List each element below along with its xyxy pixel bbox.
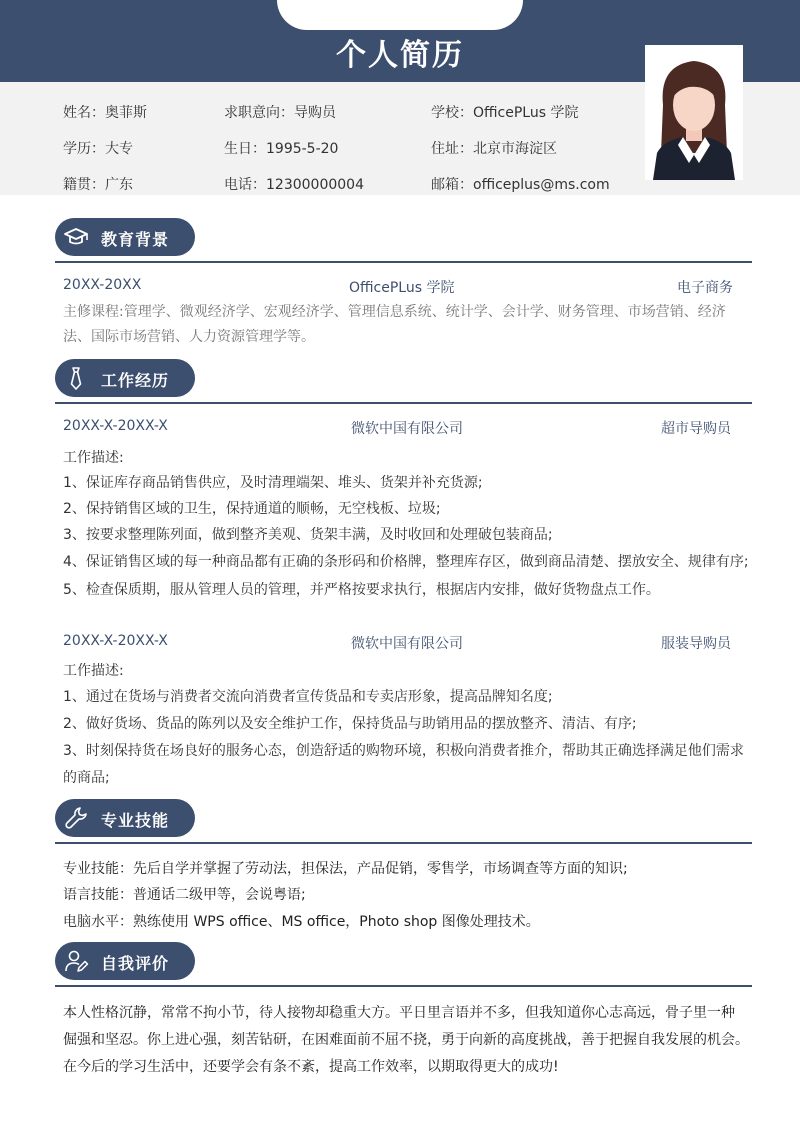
section-title-work: 工作经历	[101, 371, 170, 390]
self-eval-line: 本人性格沉静，常常不拘小节，待人接物却稳重大方。平日里言语并不多，但我知道你心志高远，骨子里一种	[63, 1005, 735, 1021]
section-title-self: 自我评价	[101, 954, 170, 973]
edu-courses-line: 主修课程:管理学、微观经济学、宏观经济学、管理信息系统、统计学、会计学、财务管理、市场营销、经济	[63, 304, 726, 320]
edu-school: OfficePLus 学院	[349, 280, 455, 296]
info-name: 姓名：奥菲斯	[63, 105, 147, 121]
self-eval-line: 倔强和坚忍。你上进心强，刻苦钻研，在困难面前不屈不挠，勇于向新的高度挑战，善于把握自我发展的机会。	[63, 1032, 749, 1048]
info-phone: 电话：12300000004	[224, 177, 364, 193]
header-notch	[277, 0, 523, 30]
info-address: 住址：北京市海淀区	[431, 141, 557, 157]
job-desc-line: 5、检查保质期，服从管理人员的管理，并严格按要求执行，根据店内安排，做好货物盘点工作。	[63, 582, 660, 598]
info-school: 学校：OfficePLus 学院	[431, 105, 579, 121]
section-header-education	[55, 218, 195, 256]
job-desc-line: 3、按要求整理陈列面，做到整齐美观、货架丰满，及时收回和处理破包装商品;	[63, 527, 553, 543]
job-company: 微软中国有限公司	[351, 636, 463, 652]
info-intent: 求职意向：导购员	[224, 105, 336, 121]
section-header-self	[55, 942, 195, 980]
wrench-icon	[63, 805, 89, 831]
job-desc-label: 工作描述:	[63, 450, 124, 466]
self-eval-line: 在今后的学习生活中，还要学会有条不紊，提高工作效率，以期取得更大的成功!	[63, 1059, 559, 1075]
job-role: 服装导购员	[661, 636, 731, 652]
user-edit-icon	[63, 948, 89, 974]
section-rule-skills	[55, 842, 752, 844]
section-header-skills	[55, 799, 195, 837]
job-period: 20XX-X-20XX-X	[63, 633, 168, 649]
page-title: 个人简历	[336, 38, 464, 73]
graduation-cap-icon	[63, 224, 89, 250]
skill-line: 语言技能：普通话二级甲等，会说粤语;	[63, 887, 306, 903]
job-company: 微软中国有限公司	[351, 421, 463, 437]
section-header-work	[55, 359, 195, 397]
edu-courses-line: 法、国际市场营销、人力资源管理学等。	[63, 329, 315, 345]
skill-line: 电脑水平：熟练使用 WPS office、MS office，Photo shop 图像处理技术。	[63, 914, 540, 930]
skill-line: 专业技能：先后自学并掌握了劳动法，担保法，产品促销，零售学，市场调查等方面的知识;	[63, 861, 628, 877]
job-desc-line: 1、通过在货场与消费者交流向消费者宣传货品和专卖店形象，提高品牌知名度;	[63, 689, 553, 705]
section-title-skills: 专业技能	[101, 811, 170, 830]
section-rule-work	[55, 402, 752, 404]
job-desc-line: 2、保持销售区域的卫生，保持通道的顺畅，无空栈板、垃圾;	[63, 501, 441, 517]
job-period: 20XX-X-20XX-X	[63, 418, 168, 434]
job-desc-line: 4、保证销售区域的每一种商品都有正确的条形码和价格牌，整理库存区，做到商品清楚、摆放安全、规律有序;	[63, 554, 749, 570]
section-rule-self	[55, 985, 752, 987]
info-degree: 学历：大专	[63, 141, 133, 157]
job-role: 超市导购员	[661, 421, 731, 437]
edu-period: 20XX-20XX	[63, 277, 142, 293]
job-desc-line: 2、做好货场、货品的陈列以及安全维护工作，保持货品与助销用品的摆放整齐、清洁、有序;	[63, 716, 637, 732]
job-desc-line: 的商品;	[63, 770, 110, 786]
job-desc-line: 1、保证库存商品销售供应，及时清理端架、堆头、货架并补充货源;	[63, 475, 483, 491]
job-desc-label: 工作描述:	[63, 663, 124, 679]
info-birth: 生日：1995-5-20	[224, 141, 339, 157]
job-desc-line: 3、时刻保持货在场良好的服务心态，创造舒适的购物环境，积极向消费者推介，帮助其正确选择满足他们需求	[63, 743, 744, 759]
necktie-icon	[63, 365, 89, 391]
info-email: 邮箱：officeplus@ms.com	[431, 177, 610, 193]
section-title-education: 教育背景	[101, 230, 170, 249]
profile-photo	[645, 45, 743, 180]
avatar-illustration	[645, 45, 743, 180]
edu-major: 电子商务	[677, 280, 733, 296]
info-origin: 籍贯：广东	[63, 177, 133, 193]
section-rule-education	[55, 261, 752, 263]
